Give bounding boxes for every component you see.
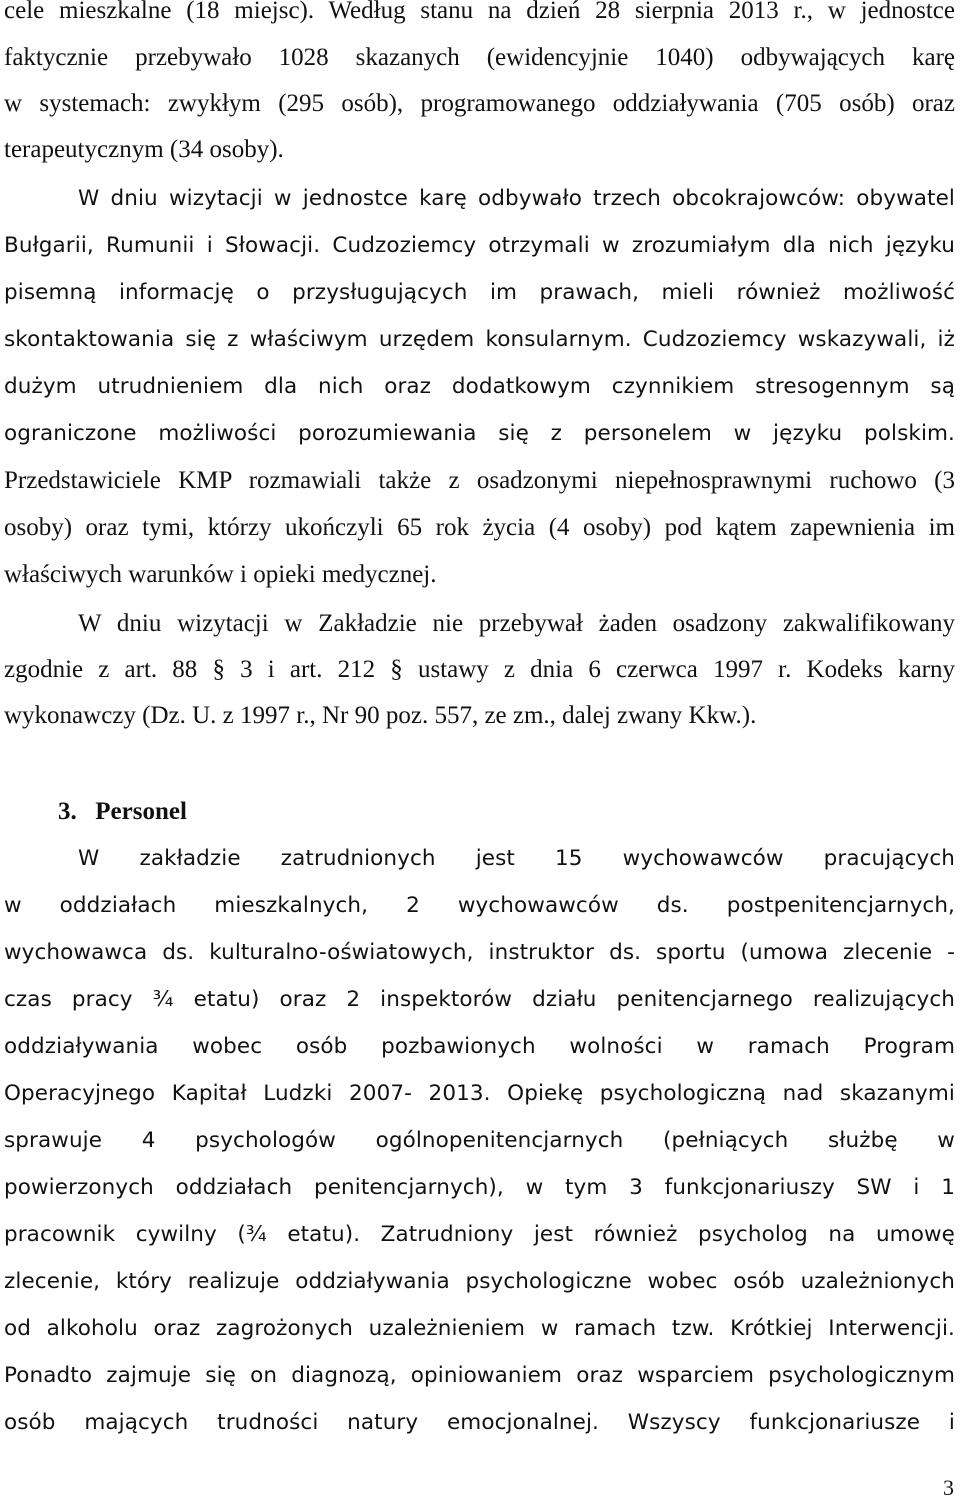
text-line: Operacyjnego Kapitał Ludzki 2007- 2013. Opiekę psychologiczną nad skazanymi (4, 1081, 955, 1106)
text-line: Przedstawiciele KMP rozmawiali także z osadzonymi niepełnosprawnymi ruchowo (3 (4, 467, 955, 494)
page-number: 3 (943, 1475, 954, 1500)
text-line: oddziaływania wobec osób pozbawionych wolności w ramach Program (4, 1034, 955, 1059)
text-line: czas pracy ¾ etatu) oraz 2 inspektorów działu penitencjarnego realizujących (4, 987, 955, 1012)
text-line: W dniu wizytacji w Zakładzie nie przebywał żaden osadzony zakwalifikowany (78, 610, 955, 637)
text-line: terapeutycznym (34 osoby). (4, 136, 284, 163)
text-line: wykonawczy (Dz. U. z 1997 r., Nr 90 poz. 557, ze zm., dalej zwany Kkw.). (4, 702, 757, 729)
text-line: zgodnie z art. 88 § 3 i art. 212 § ustawy z dnia 6 czerwca 1997 r. Kodeks karny (4, 656, 955, 683)
text-line: w systemach: zwykłym (295 osób), programowanego oddziaływania (705 osób) oraz (4, 90, 955, 117)
text-line: właściwych warunków i opieki medycznej. (4, 561, 437, 588)
text-line: W zakładzie zatrudnionych jest 15 wychowawców pracujących (78, 846, 955, 871)
text-line: faktycznie przebywało 1028 skazanych (ewidencyjnie 1040) odbywających karę (4, 44, 955, 71)
text-line: pisemną informację o przysługujących im prawach, mieli również możliwość (4, 280, 955, 305)
text-line: wychowawca ds. kulturalno-oświatowych, instruktor ds. sportu (umowa zlecenie - (4, 940, 955, 965)
text-line: Ponadto zajmuje się on diagnozą, opiniowaniem oraz wsparciem psychologicznym (4, 1363, 955, 1388)
text-line: powierzonych oddziałach penitencjarnych), w tym 3 funkcjonariuszy SW i 1 (4, 1175, 955, 1200)
text-line: Bułgarii, Rumunii i Słowacji. Cudzoziemcy otrzymali w zrozumiałym dla nich języku (4, 233, 955, 258)
text-line: w oddziałach mieszkalnych, 2 wychowawców ds. postpenitencjarnych, (4, 893, 955, 918)
text-line: zlecenie, który realizuje oddziaływania psychologiczne wobec osób uzależnionych (4, 1269, 955, 1294)
text-line: dużym utrudnieniem dla nich oraz dodatkowym czynnikiem stresogennym są (4, 374, 955, 399)
text-line: ograniczone możliwości porozumiewania się z personelem w języku polskim. (4, 421, 955, 446)
text-line: osób mających trudności natury emocjonalnej. Wszyscy funkcjonariusze i (4, 1410, 955, 1435)
text-line: W dniu wizytacji w jednostce karę odbywało trzech obcokrajowców: obywatel (78, 186, 955, 211)
text-line: pracownik cywilny (¾ etatu). Zatrudniony jest również psycholog na umowę (4, 1222, 955, 1247)
section-title: Personel (95, 798, 187, 825)
text-line: osoby) oraz tymi, którzy ukończyli 65 rok życia (4 osoby) pod kątem zapewnienia im (4, 514, 955, 541)
text-line: skontaktowania się z właściwym urzędem konsularnym. Cudzoziemcy wskazywali, iż (4, 327, 955, 352)
text-line: od alkoholu oraz zagrożonych uzależnieniem w ramach tzw. Krótkiej Interwencji. (4, 1316, 955, 1341)
text-line: sprawuje 4 psychologów ogólnopenitencjarnych (pełniących służbę w (4, 1128, 955, 1153)
section-heading (58, 795, 187, 829)
text-line: cele mieszkalne (18 miejsc). Według stanu na dzień 28 sierpnia 2013 r., w jednostce (4, 0, 955, 24)
section-number: 3. (58, 798, 77, 825)
